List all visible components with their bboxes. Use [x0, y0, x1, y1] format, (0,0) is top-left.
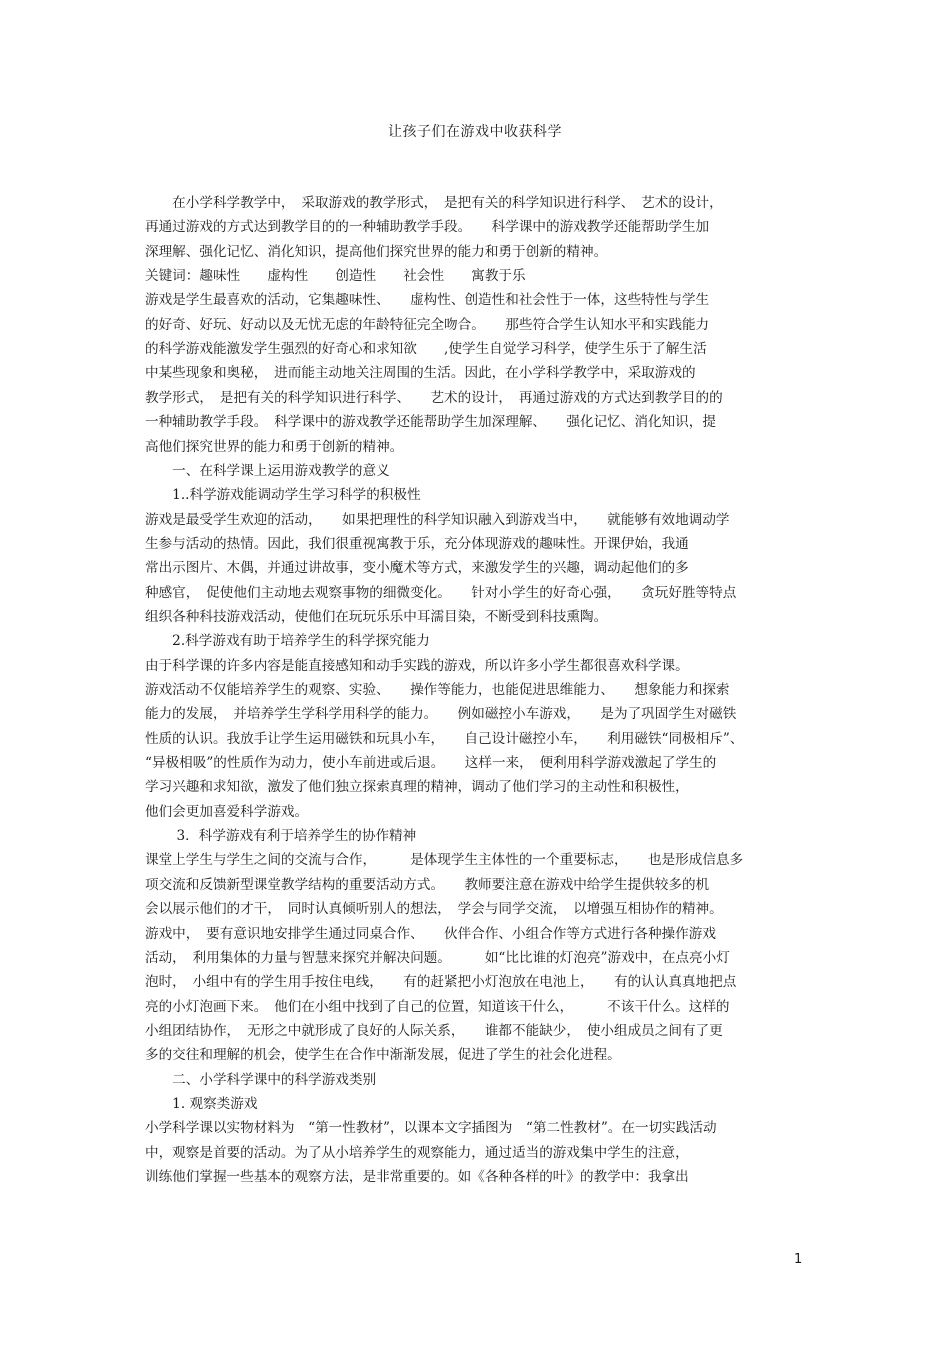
text-line: 1..科学游戏能调动学生学习科学的积极性 [145, 487, 421, 504]
text-line: 一、在科学课上运用游戏教学的意义 [145, 462, 390, 479]
text-line: 深理解、强化记忆、消化知识，提高他们探究世界的能力和勇于创新的精神。 [145, 243, 608, 260]
text-line: 教学形式， 是把有关的科学知识进行科学、 艺术的设计， 再通过游戏的方式达到教学目的的 [145, 389, 723, 406]
text-line: 的好奇、好玩、好动以及无忧无虑的年龄特征完全吻合。 那些符合学生认知水平和实践能力 [145, 316, 710, 333]
text-line: 的科学游戏能激发学生强烈的好奇心和求知欲 ,使学生自觉学习科学，使学生乐于了解生活 [145, 341, 707, 358]
text-line: 中，观察是首要的活动。为了从小培养学生的观察能力，通过适当的游戏集中学生的注意， [145, 1144, 689, 1161]
text-line: 再通过游戏的方式达到教学目的的一种辅助教学手段。 科学课中的游戏教学还能帮助学生加 [145, 219, 710, 236]
text-line: 游戏是最受学生欢迎的活动， 如果把理性的科学知识融入到游戏当中， 就能够有效地调动学 [145, 511, 730, 528]
text-line: 亮的小灯泡画下来。 他们在小组中找到了自己的位置，知道该干什么， 不该干什么。这样的 [145, 998, 730, 1015]
text-line: 多的交往和理解的机会，使学生在合作中渐渐发展，促进了学生的社会化进程。 [145, 1047, 621, 1064]
text-line: 在小学科学教学中， 采取游戏的教学形式， 是把有关的科学知识进行科学、 艺术的设计， [145, 195, 723, 211]
text-line: 课堂上学生与学生之间的交流与合作， 是体现学生主体性的一个重要标志， 也是形成信息多 [145, 852, 744, 869]
text-line: 游戏活动不仅能培养学生的观察、实验、 操作等能力，也能促进思维能力、 想象能力和探索 [145, 682, 730, 698]
text-line: 关键词：趣味性 虚构性 创造性 社会性 寓教于乐 [145, 268, 526, 285]
document-title: 让孩子们在游戏中收获科学 [388, 124, 562, 140]
text-line: 学习兴趣和求知欲，激发了他们独立探索真理的精神，调动了他们学习的主动性和积极性， [145, 779, 689, 796]
text-line: 项交流和反馈新型课堂教学结构的重要活动方式。 教师要注意在游戏中给学生提供较多的机 [145, 876, 710, 893]
text-line: 中某些现象和奥秘， 进而能主动地关注周围的生活。因此，在小学科学教学中，采取游戏的 [145, 365, 696, 382]
text-line: 种感官， 促使他们主动地去观察事物的细微变化。 针对小学生的好奇心强， 贪玩好胜等特点 [145, 584, 737, 601]
text-line: 性质的认识。我放手让学生运用磁铁和玩具小车， 自己设计磁控小车， 利用磁铁“同极相斥”、 [145, 730, 744, 747]
text-line: 1. 观察类游戏 [145, 1095, 258, 1112]
text-line: 能力的发展， 并培养学生学科学用科学的能力。 例如磁控小车游戏， 是为了巩固学生对磁铁 [145, 706, 737, 723]
text-line: 2.科学游戏有助于培养学生的科学探究能力 [145, 633, 430, 650]
text-line: 泡时， 小组中有的学生用手按住电线， 有的赶紧把小灯泡放在电池上， 有的认认真真地把点 [145, 974, 737, 991]
text-line: 组织各种科技游戏活动，使他们在玩玩乐乐中耳濡目染，不断受到科技熏陶。 [145, 608, 608, 625]
text-line: “异极相吸”的性质作为动力，使小车前进或后退。 这样一来， 便利用科学游戏激起了学生的 [145, 755, 717, 772]
text-line: 由于科学课的许多内容是能直接感知和动手实践的游戏，所以许多小学生都很喜欢科学课。 [145, 657, 689, 674]
text-line: 小组团结协作， 无形之中就形成了良好的人际关系， 谁都不能缺少， 使小组成员之间有了更 [145, 1022, 723, 1039]
page-number: 1 [794, 1252, 803, 1267]
text-line: 高他们探究世界的能力和勇于创新的精神。 [145, 438, 404, 455]
text-line: 一种辅助教学手段。 科学课中的游戏教学还能帮助学生加深理解、 强化记忆、消化知识，提 [145, 414, 716, 431]
text-line: 小学科学课以实物材料为 “第一性教材”，以课本文字插图为 “第二性教材”。在一切实践活动 [145, 1120, 717, 1137]
text-line: 常出示图片、木偶，并通过讲故事，变小魔术等方式，来激发学生的兴趣，调动起他们的多 [145, 560, 689, 577]
text-line: 游戏是学生最喜欢的活动，它集趣味性、 虚构性、创造性和社会性于一体，这些特性与学生 [145, 292, 710, 309]
text-line: 二、小学科学课中的科学游戏类别 [145, 1071, 377, 1088]
text-line: 会以展示他们的才干， 同时认真倾听别人的想法， 学会与同学交流， 以增强互相协作的精神。 [145, 901, 723, 918]
text-line: 游戏中， 要有意识地安排学生通过同桌合作、 伙伴合作、小组合作等方式进行各种操作游戏 [145, 925, 716, 942]
text-line: 他们会更加喜爱科学游戏。 [145, 803, 309, 820]
text-line: 3．科学游戏有利于培养学生的协作精神 [145, 828, 417, 845]
text-line: 训练他们掌握一些基本的观察方法，是非常重要的。如《各种各样的叶》的教学中：我拿出 [145, 1169, 689, 1185]
text-line: 活动， 利用集体的力量与智慧来探究并解决问题。 如“比比谁的灯泡亮”游戏中，在点亮小灯 [145, 949, 730, 966]
text-line: 生参与活动的热情。因此，我们很重视寓教于乐，充分体现游戏的趣味性。开课伊始，我通 [145, 535, 689, 552]
